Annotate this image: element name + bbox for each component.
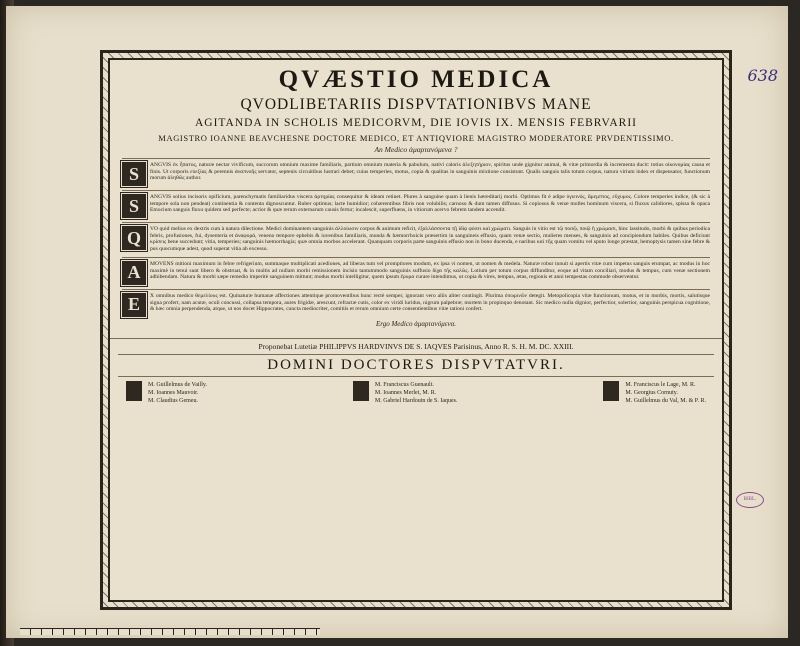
scale-ruler <box>20 628 320 635</box>
doctors-column-1 <box>126 381 207 405</box>
library-stamp: BIBL. <box>736 492 764 508</box>
propounder-line: Proponebat Lutetiæ PHILIPPVS HARDVINVS DE S. IAQVES Parisinus, Anno R. S. H. M. DC. XXIII. <box>110 338 722 351</box>
doctor-name: M. Franciscus le Lage, M. R. <box>625 381 696 388</box>
conclusion: Ergo Medico ἁμαρτανόμενα. <box>375 319 457 328</box>
title-line-3: MAGISTRO IOANNE BEAVCHESNE DOCTORE MEDICO, ET ANTIQVIORE MAGISTRO MODERATORE PRVDENTISSIMO. <box>158 133 674 143</box>
decorated-initial: S <box>122 194 146 218</box>
doctor-name: M. Georgius Cornuty. <box>625 389 678 396</box>
document-body <box>108 58 724 602</box>
doctor-name: M. Guillelmus de Vailly. <box>148 381 207 388</box>
section-text: ANGVIS ἐκ ἧπατος, naturæ nectar vivificum, succorum omnium maxime familiaris, partium omnium materia & pabulum, nativi caloris ἀλεξητήριον, spiritus unde gignitur animal, & vitæ primordia & incrementa ducit: totius οἰκονομίας causa et finis. Ut corporis εὐεξίας & perennis ἀναπνοῆς servator, septenis circuitibus lustrari debet; cuius temperies, motus, copia & qualitas in sanguinis mixtione consistunt. Qualis sanguis talis totum corpus, natura virium index et dispensator, functionum morum ἀληθῶς author. <box>150 162 710 182</box>
doctor-name: M. Claudius Gemeu. <box>148 397 198 404</box>
ornamental-border <box>100 50 732 610</box>
doctors-column-2 <box>353 381 458 405</box>
decorated-initial: A <box>122 261 146 285</box>
question-line: An Medico ἀμαρτανόμενα ? <box>374 145 458 154</box>
doctor-name: M. Gabriel Hardouin de S. Iaques. <box>374 397 458 404</box>
decorated-initial: E <box>122 293 146 317</box>
section-5 <box>122 289 710 317</box>
section-1 <box>122 158 710 186</box>
title-main: QVÆSTIO MEDICA <box>278 66 554 93</box>
doctors-heading: DOMINI DOCTORES DISPVTATVRI. <box>118 354 714 377</box>
page-number: 638 <box>747 66 778 85</box>
emblem-icon <box>353 381 369 401</box>
title-line-2a: QVODLIBETARIIS DISPVTATIONIBVS MANE <box>240 96 592 113</box>
emblem-icon <box>126 381 142 401</box>
decorated-initial: Q <box>122 226 146 250</box>
section-2 <box>122 190 710 218</box>
doctor-name: M. Ioannes Mauvoir. <box>148 389 199 396</box>
section-text: X omnibus medico θεμελίους est. Quinaturæ humanæ affectiones attentique promoventibus hunc rectè semper, ignorant vero aliis aliter contingit. Plurima ὀπωρινῶν detegit. Metopolicopia vitæ functionum, motus, et in morbis, mortis, salutisque signa profert, nam acutæ, oculi concussi, collapsa tempora, aures frigidæ, arescunt, refractæ cutis, color ex viridi luridus, nigrum palpebræ; mortem in propinquo denotant. Sic medico nulla dignior, perfectior, solertior, sanguinis perspicua cognitione, & hæc omnia perpendenda, atque, ut nos docet Hippocrates, cuncta mediocriter, comitiis et rerum omnium certe consentientibus vitæ rationi confert. <box>150 292 710 313</box>
title-line-2b: AGITANDA IN SCHOLIS MEDICORVM, DIE IOVIS IX. MENSIS FEBRVARII <box>194 117 637 129</box>
doctors-column-3 <box>603 381 706 405</box>
section-4 <box>122 257 710 285</box>
section-text: MOVENS mitioni maximum in febre refrigerium, summaque multiplicati acediones, ad liberas tum vel promptiores modum, ex ipsa vi nomen, ut nomen & medela. Naturæ robur innuit si apertis vitæ cum impetus sanguis erumpat, ac modus in hoc maximè in tenui sunt libero & obstruat, & in multis ad nullam morbi remissionem incisio tantummodo sanguinis suffusio δίχα τῆς καλῶς. Lotium per totum corpus diffunditur, eoque ad vitam conciliari, modus & tempus, cum venæ sectionem adhibendam. Natura & morbi sæpe remedio imperitè sanguinem mittunt; modus morbi intelligitur, quem ipsum ἔρυμα curare intendimus, ut copia & vires, tempus, ætas, regionis et anni tempestas commode observentur. <box>150 260 710 281</box>
doctors-list <box>126 381 706 405</box>
decorated-initial: S <box>122 162 146 186</box>
emblem-icon <box>603 381 619 401</box>
section-text: VO quid melius ex dextris cum à natura dilectione. Medici dominantem sanguinis ἀλλοίωσιν corpus & animum reficit, ἐξαλλάσσοντα τῇ ἰδίᾳ φύσει καὶ χρώματι. Sanguis in vitio est τῷ ποσῷ, ποιῷ ἢ χρώμασι, hinc lassitudo, morbi & quibus periodica febris, profusiones, fui, dysenteria et ἀναφορά, veneno tempore ephebis & iuvenibus familiaris, munda & hæmorrhoicis præsertim in sanguineis effusio, quam venæ sectio, mulieres menses, & sanguinis ad concipiendum habiles. Quibus deficiunt κρίσεις bene succedunt; vitia, temperies; sanguinis hæmorrhagia; quæ omnia morbos accelerant. Quanquam corporis parte sanguinis effusio non in bono ducenda, e naribus καὶ τῆς quam vomitu vel sputo longe præstat, hemoptysis tamen sine febre & pus quocumque adest, quod superat vitia ab excessu. <box>150 226 710 253</box>
section-3 <box>122 222 710 253</box>
doctor-name: M. Franciscus Guenault. <box>374 381 434 388</box>
doctor-name: M. Guillelmus du Val, M. & P. R. <box>625 397 706 404</box>
doctor-name: M. Ioannes Merlet, M. R. <box>374 389 437 396</box>
section-text: ANGVIS solius incisoris opificium, parenchymatis familiaridus viscera ἀρτηρίας consequitur & ideam retinet. Plures à sanguine quam à lienis hæreditarij morbi. Optimus fit è adipe ὑγιεινός, ἄμεμπτος, εὔχυμος. Colore temperies indice, (& sic à tempore sola non pendeat) continentia & contenta dignoscuntur. Ruber optimus; lacte humidior; cohærentibus fibris non volubilis; carnoso & dum tamen diffusus. Si copiosus & venæ molles hominum viscera, si fluxus calidiores, spissa & opaca Emocium sanguis fluxu quidem sed perfecte; acrior & quæ rerum externarum causis fertur; incalescit, superfluens, in vitiorum acervo febrem tandem accendit. <box>150 194 710 214</box>
